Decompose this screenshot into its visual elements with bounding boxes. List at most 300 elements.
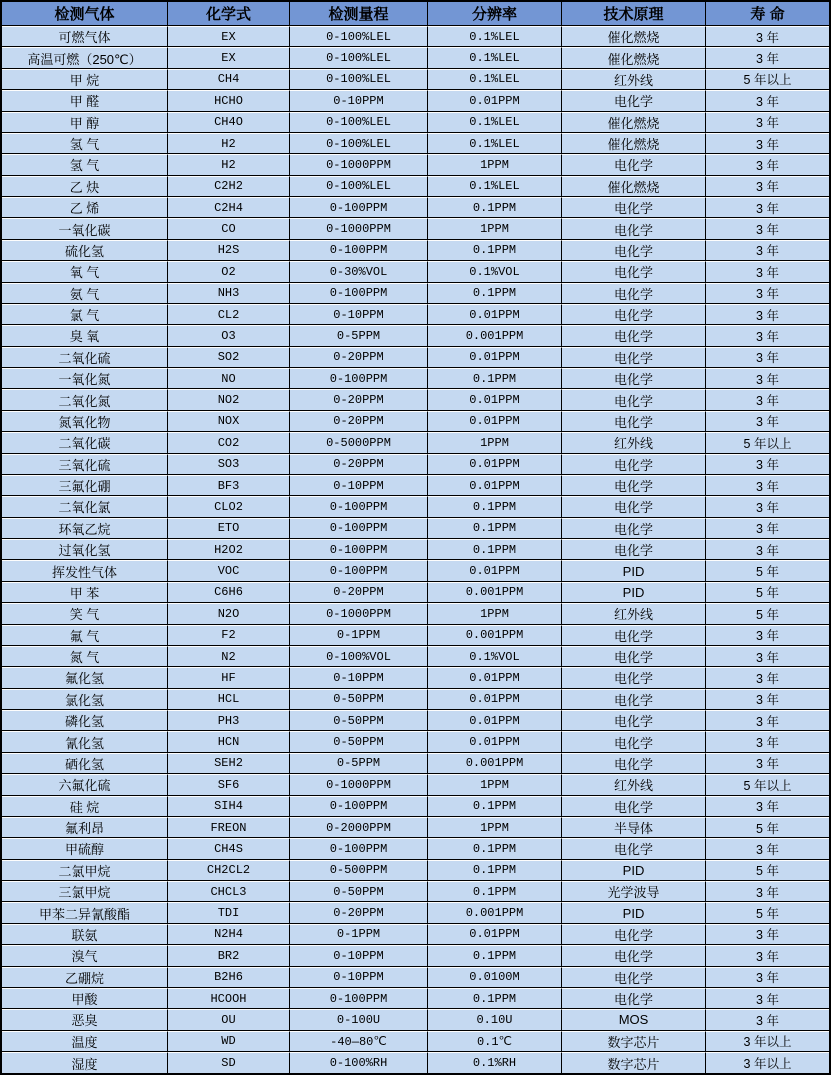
cell-gas: 二氧化硫 [2, 347, 168, 368]
cell-formula: CO [168, 218, 290, 239]
cell-gas: 甲硫醇 [2, 838, 168, 859]
cell-resolution: 0.001PPM [428, 325, 562, 346]
cell-formula: CL2 [168, 304, 290, 325]
cell-formula: CH2CL2 [168, 860, 290, 881]
table-row [2, 47, 829, 68]
cell-lifespan: 3 年 [706, 47, 829, 68]
cell-principle: 电化学 [562, 347, 706, 368]
cell-formula: OU [168, 1009, 290, 1030]
cell-resolution: 0.0100M [428, 967, 562, 988]
cell-formula: C6H6 [168, 582, 290, 603]
cell-gas: 二氯甲烷 [2, 860, 168, 881]
cell-range: 0-5PPM [290, 325, 428, 346]
cell-range: 0-10PPM [290, 967, 428, 988]
cell-resolution: 0.1%LEL [428, 26, 562, 47]
cell-range: 0-50PPM [290, 731, 428, 752]
cell-principle: 电化学 [562, 475, 706, 496]
table-row [2, 154, 829, 175]
cell-range: 0-100PPM [290, 560, 428, 581]
cell-gas: 氟利昂 [2, 817, 168, 838]
cell-lifespan: 3 年 [706, 475, 829, 496]
cell-gas: 臭 氧 [2, 325, 168, 346]
cell-range: 0-100%LEL [290, 47, 428, 68]
table-row [2, 924, 829, 945]
cell-range: 0-30%VOL [290, 261, 428, 282]
cell-resolution: 0.1PPM [428, 496, 562, 517]
cell-resolution: 0.01PPM [428, 304, 562, 325]
cell-formula: NH3 [168, 283, 290, 304]
header-cell-range: 检测量程 [290, 2, 428, 26]
table-row [2, 325, 829, 346]
cell-lifespan: 5 年 [706, 603, 829, 624]
cell-range: 0-10PPM [290, 667, 428, 688]
table-body [2, 26, 829, 1073]
cell-gas: 联氨 [2, 924, 168, 945]
cell-lifespan: 3 年 [706, 710, 829, 731]
cell-principle: PID [562, 860, 706, 881]
cell-resolution: 0.01PPM [428, 689, 562, 710]
cell-lifespan: 3 年 [706, 454, 829, 475]
cell-gas: 硒化氢 [2, 753, 168, 774]
cell-formula: N2O [168, 603, 290, 624]
cell-range: 0-10PPM [290, 90, 428, 111]
cell-principle: 电化学 [562, 731, 706, 752]
cell-lifespan: 3 年 [706, 1009, 829, 1030]
cell-resolution: 0.1PPM [428, 838, 562, 859]
cell-lifespan: 3 年以上 [706, 1052, 829, 1073]
cell-resolution: 0.01PPM [428, 90, 562, 111]
cell-range: 0-100PPM [290, 796, 428, 817]
cell-lifespan: 3 年 [706, 261, 829, 282]
cell-principle: 电化学 [562, 411, 706, 432]
cell-range: 0-20PPM [290, 582, 428, 603]
table-row [2, 753, 829, 774]
cell-resolution: 0.01PPM [428, 411, 562, 432]
cell-lifespan: 3 年以上 [706, 1031, 829, 1052]
cell-lifespan: 3 年 [706, 967, 829, 988]
cell-resolution: 0.1PPM [428, 988, 562, 1009]
cell-lifespan: 3 年 [706, 240, 829, 261]
cell-resolution: 0.01PPM [428, 731, 562, 752]
table-row [2, 411, 829, 432]
cell-lifespan: 3 年 [706, 689, 829, 710]
cell-formula: TDI [168, 902, 290, 923]
table-row [2, 176, 829, 197]
cell-range: 0-100%LEL [290, 69, 428, 90]
cell-range: 0-1000PPM [290, 218, 428, 239]
cell-lifespan: 5 年以上 [706, 774, 829, 795]
cell-lifespan: 5 年 [706, 817, 829, 838]
cell-resolution: 0.1PPM [428, 368, 562, 389]
cell-range: 0-5PPM [290, 753, 428, 774]
table-row [2, 240, 829, 261]
cell-principle: MOS [562, 1009, 706, 1030]
cell-formula: HCOOH [168, 988, 290, 1009]
cell-formula: CH4 [168, 69, 290, 90]
cell-range: 0-100PPM [290, 838, 428, 859]
cell-gas: 氟 气 [2, 625, 168, 646]
cell-gas: 二氧化氯 [2, 496, 168, 517]
cell-lifespan: 3 年 [706, 90, 829, 111]
table-header-row [2, 2, 829, 26]
cell-gas: 乙硼烷 [2, 967, 168, 988]
cell-range: 0-1000PPM [290, 774, 428, 795]
cell-resolution: 1PPM [428, 432, 562, 453]
cell-gas: 甲 烷 [2, 69, 168, 90]
cell-formula: NO2 [168, 389, 290, 410]
cell-principle: 催化燃烧 [562, 176, 706, 197]
cell-principle: 电化学 [562, 967, 706, 988]
table-row [2, 560, 829, 581]
cell-gas: 六氟化硫 [2, 774, 168, 795]
cell-lifespan: 3 年 [706, 347, 829, 368]
cell-principle: 电化学 [562, 283, 706, 304]
cell-formula: HCL [168, 689, 290, 710]
cell-resolution: 0.1%RH [428, 1052, 562, 1073]
cell-principle: 电化学 [562, 261, 706, 282]
cell-formula: N2 [168, 646, 290, 667]
cell-resolution: 0.1PPM [428, 945, 562, 966]
cell-principle: 电化学 [562, 304, 706, 325]
cell-principle: PID [562, 560, 706, 581]
table-row [2, 90, 829, 111]
cell-resolution: 0.1PPM [428, 283, 562, 304]
cell-range: 0-50PPM [290, 689, 428, 710]
cell-principle: 催化燃烧 [562, 26, 706, 47]
cell-resolution: 1PPM [428, 774, 562, 795]
cell-range: 0-20PPM [290, 347, 428, 368]
cell-lifespan: 3 年 [706, 646, 829, 667]
cell-range: 0-20PPM [290, 389, 428, 410]
header-cell-gas: 检测气体 [2, 2, 168, 26]
cell-lifespan: 3 年 [706, 945, 829, 966]
table-row [2, 69, 829, 90]
cell-lifespan: 3 年 [706, 731, 829, 752]
header-cell-formula: 化学式 [168, 2, 290, 26]
cell-resolution: 0.1%LEL [428, 133, 562, 154]
cell-formula: ETO [168, 518, 290, 539]
table-row [2, 625, 829, 646]
cell-formula: CLO2 [168, 496, 290, 517]
table-row [2, 1009, 829, 1030]
table-row [2, 731, 829, 752]
cell-lifespan: 3 年 [706, 411, 829, 432]
table-row [2, 496, 829, 517]
cell-lifespan: 3 年 [706, 753, 829, 774]
cell-principle: 电化学 [562, 625, 706, 646]
table-row [2, 582, 829, 603]
cell-principle: 红外线 [562, 603, 706, 624]
cell-resolution: 0.001PPM [428, 625, 562, 646]
cell-formula: C2H2 [168, 176, 290, 197]
header-cell-principle: 技术原理 [562, 2, 706, 26]
cell-principle: 电化学 [562, 646, 706, 667]
cell-formula: NO [168, 368, 290, 389]
header-cell-resolution: 分辨率 [428, 2, 562, 26]
cell-principle: PID [562, 902, 706, 923]
cell-resolution: 0.1PPM [428, 796, 562, 817]
cell-range: 0-100%LEL [290, 112, 428, 133]
table-row [2, 304, 829, 325]
table-row [2, 112, 829, 133]
cell-lifespan: 3 年 [706, 26, 829, 47]
cell-resolution: 0.01PPM [428, 454, 562, 475]
cell-lifespan: 5 年以上 [706, 432, 829, 453]
table-row [2, 1031, 829, 1052]
table-row [2, 133, 829, 154]
cell-principle: 电化学 [562, 988, 706, 1009]
table-row [2, 710, 829, 731]
cell-formula: SEH2 [168, 753, 290, 774]
cell-resolution: 0.1PPM [428, 518, 562, 539]
cell-lifespan: 3 年 [706, 496, 829, 517]
cell-lifespan: 3 年 [706, 881, 829, 902]
cell-principle: 催化燃烧 [562, 133, 706, 154]
cell-resolution: 0.10U [428, 1009, 562, 1030]
cell-gas: 磷化氢 [2, 710, 168, 731]
cell-principle: 催化燃烧 [562, 112, 706, 133]
cell-principle: 电化学 [562, 218, 706, 239]
table-row [2, 454, 829, 475]
cell-formula: B2H6 [168, 967, 290, 988]
cell-gas: 氯化氢 [2, 689, 168, 710]
cell-gas: 三氧化硫 [2, 454, 168, 475]
cell-resolution: 0.001PPM [428, 902, 562, 923]
cell-principle: 电化学 [562, 368, 706, 389]
cell-range: 0-100PPM [290, 197, 428, 218]
table-row [2, 646, 829, 667]
table-row [2, 881, 829, 902]
cell-lifespan: 3 年 [706, 154, 829, 175]
cell-gas: 环氧乙烷 [2, 518, 168, 539]
cell-lifespan: 3 年 [706, 924, 829, 945]
cell-range: 0-2000PPM [290, 817, 428, 838]
cell-gas: 笑 气 [2, 603, 168, 624]
cell-gas: 氯 气 [2, 304, 168, 325]
cell-gas: 温度 [2, 1031, 168, 1052]
table-row [2, 475, 829, 496]
cell-range: 0-100PPM [290, 988, 428, 1009]
cell-range: 0-50PPM [290, 710, 428, 731]
cell-lifespan: 3 年 [706, 988, 829, 1009]
cell-formula: EX [168, 47, 290, 68]
table-row [2, 518, 829, 539]
cell-range: 0-10PPM [290, 304, 428, 325]
cell-gas: 一氧化氮 [2, 368, 168, 389]
table-row [2, 838, 829, 859]
cell-range: 0-100%LEL [290, 26, 428, 47]
cell-resolution: 1PPM [428, 154, 562, 175]
cell-principle: 数字芯片 [562, 1052, 706, 1073]
cell-formula: BR2 [168, 945, 290, 966]
cell-resolution: 0.01PPM [428, 347, 562, 368]
table-row [2, 283, 829, 304]
cell-principle: 电化学 [562, 667, 706, 688]
table-row [2, 432, 829, 453]
cell-gas: 氮 气 [2, 646, 168, 667]
cell-formula: O2 [168, 261, 290, 282]
cell-lifespan: 3 年 [706, 133, 829, 154]
cell-range: 0-1PPM [290, 625, 428, 646]
cell-resolution: 0.01PPM [428, 710, 562, 731]
cell-principle: 电化学 [562, 924, 706, 945]
cell-gas: 三氯甲烷 [2, 881, 168, 902]
cell-range: 0-100PPM [290, 518, 428, 539]
cell-formula: HCHO [168, 90, 290, 111]
cell-resolution: 0.001PPM [428, 582, 562, 603]
cell-formula: SIH4 [168, 796, 290, 817]
cell-lifespan: 5 年以上 [706, 69, 829, 90]
cell-gas: 高温可燃（250℃） [2, 47, 168, 68]
cell-gas: 溴气 [2, 945, 168, 966]
cell-formula: C2H4 [168, 197, 290, 218]
cell-resolution: 1PPM [428, 817, 562, 838]
cell-range: 0-100U [290, 1009, 428, 1030]
table-row [2, 860, 829, 881]
cell-resolution: 0.1%LEL [428, 176, 562, 197]
cell-principle: 电化学 [562, 154, 706, 175]
table-row [2, 902, 829, 923]
table-row [2, 774, 829, 795]
cell-gas: 湿度 [2, 1052, 168, 1073]
cell-range: 0-1000PPM [290, 603, 428, 624]
cell-principle: 红外线 [562, 774, 706, 795]
cell-gas: 氢 气 [2, 133, 168, 154]
cell-lifespan: 3 年 [706, 283, 829, 304]
cell-principle: 电化学 [562, 325, 706, 346]
cell-lifespan: 3 年 [706, 625, 829, 646]
table-row [2, 261, 829, 282]
cell-resolution: 0.1%VOL [428, 261, 562, 282]
cell-lifespan: 5 年 [706, 560, 829, 581]
cell-formula: H2S [168, 240, 290, 261]
cell-resolution: 1PPM [428, 603, 562, 624]
table-row [2, 967, 829, 988]
cell-formula: CH4O [168, 112, 290, 133]
cell-resolution: 0.1%LEL [428, 112, 562, 133]
cell-resolution: 0.1℃ [428, 1031, 562, 1052]
cell-resolution: 0.01PPM [428, 475, 562, 496]
cell-formula: SO2 [168, 347, 290, 368]
cell-formula: FREON [168, 817, 290, 838]
cell-lifespan: 3 年 [706, 518, 829, 539]
cell-principle: 电化学 [562, 539, 706, 560]
cell-gas: 氰化氢 [2, 731, 168, 752]
cell-range: -40—80℃ [290, 1031, 428, 1052]
cell-gas: 过氧化氢 [2, 539, 168, 560]
cell-range: 0-100%LEL [290, 133, 428, 154]
cell-formula: VOC [168, 560, 290, 581]
cell-principle: 电化学 [562, 753, 706, 774]
cell-principle: 电化学 [562, 197, 706, 218]
cell-lifespan: 5 年 [706, 902, 829, 923]
cell-lifespan: 3 年 [706, 176, 829, 197]
cell-formula: CO2 [168, 432, 290, 453]
cell-gas: 氧 气 [2, 261, 168, 282]
table-row [2, 988, 829, 1009]
cell-range: 0-1PPM [290, 924, 428, 945]
cell-formula: CH4S [168, 838, 290, 859]
cell-gas: 甲苯二异氰酸酯 [2, 902, 168, 923]
table-row [2, 1052, 829, 1073]
cell-resolution: 1PPM [428, 218, 562, 239]
cell-principle: 电化学 [562, 689, 706, 710]
cell-range: 0-100PPM [290, 368, 428, 389]
cell-formula: H2 [168, 154, 290, 175]
cell-principle: 红外线 [562, 432, 706, 453]
cell-range: 0-500PPM [290, 860, 428, 881]
cell-range: 0-100%RH [290, 1052, 428, 1073]
cell-formula: HF [168, 667, 290, 688]
cell-range: 0-100PPM [290, 240, 428, 261]
cell-resolution: 0.1%LEL [428, 47, 562, 68]
cell-lifespan: 3 年 [706, 112, 829, 133]
cell-resolution: 0.01PPM [428, 389, 562, 410]
cell-range: 0-10PPM [290, 475, 428, 496]
cell-range: 0-100PPM [290, 496, 428, 517]
cell-principle: 电化学 [562, 90, 706, 111]
cell-lifespan: 3 年 [706, 304, 829, 325]
table-row [2, 26, 829, 47]
cell-gas: 可燃气体 [2, 26, 168, 47]
cell-formula: SO3 [168, 454, 290, 475]
cell-formula: N2H4 [168, 924, 290, 945]
table-row [2, 389, 829, 410]
cell-principle: 催化燃烧 [562, 47, 706, 68]
cell-principle: 电化学 [562, 518, 706, 539]
cell-formula: HCN [168, 731, 290, 752]
cell-principle: 红外线 [562, 69, 706, 90]
cell-resolution: 0.01PPM [428, 667, 562, 688]
table-row [2, 817, 829, 838]
header-cell-lifespan: 寿 命 [706, 2, 829, 26]
cell-lifespan: 5 年 [706, 860, 829, 881]
cell-principle: 电化学 [562, 710, 706, 731]
cell-resolution: 0.1PPM [428, 197, 562, 218]
cell-formula: SD [168, 1052, 290, 1073]
cell-resolution: 0.1PPM [428, 860, 562, 881]
cell-lifespan: 5 年 [706, 582, 829, 603]
cell-range: 0-20PPM [290, 454, 428, 475]
cell-principle: 数字芯片 [562, 1031, 706, 1052]
cell-gas: 氟化氢 [2, 667, 168, 688]
cell-formula: WD [168, 1031, 290, 1052]
cell-range: 0-20PPM [290, 411, 428, 432]
cell-formula: O3 [168, 325, 290, 346]
cell-range: 0-10PPM [290, 945, 428, 966]
cell-lifespan: 3 年 [706, 667, 829, 688]
cell-range: 0-100%LEL [290, 176, 428, 197]
cell-principle: 电化学 [562, 945, 706, 966]
cell-range: 0-100%VOL [290, 646, 428, 667]
cell-principle: 电化学 [562, 240, 706, 261]
table-row [2, 347, 829, 368]
cell-principle: PID [562, 582, 706, 603]
cell-formula: CHCL3 [168, 881, 290, 902]
cell-resolution: 0.1PPM [428, 539, 562, 560]
cell-formula: PH3 [168, 710, 290, 731]
cell-formula: H2O2 [168, 539, 290, 560]
cell-gas: 二氧化碳 [2, 432, 168, 453]
cell-formula: BF3 [168, 475, 290, 496]
cell-gas: 甲 苯 [2, 582, 168, 603]
cell-gas: 甲 醇 [2, 112, 168, 133]
cell-gas: 挥发性气体 [2, 560, 168, 581]
cell-gas: 乙 炔 [2, 176, 168, 197]
cell-lifespan: 3 年 [706, 838, 829, 859]
cell-lifespan: 3 年 [706, 796, 829, 817]
cell-range: 0-1000PPM [290, 154, 428, 175]
